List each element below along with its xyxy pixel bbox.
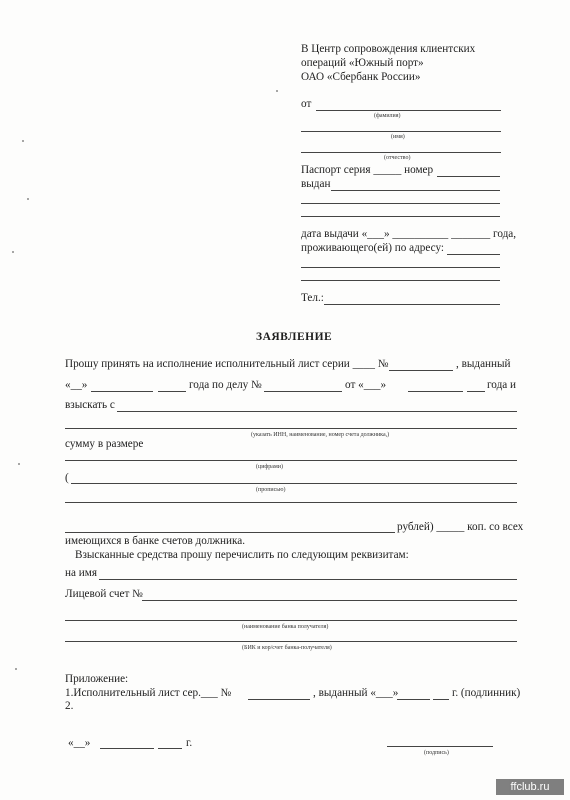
debtor-field[interactable] (117, 411, 517, 412)
address-field-2[interactable] (301, 267, 500, 268)
bik-hint: (БИК и кор/счет банка-получателя) (242, 645, 332, 651)
case-label: года по делу № (189, 379, 262, 391)
from-label: от (301, 98, 312, 110)
scan-speck (276, 90, 278, 92)
decision-date-field[interactable] (408, 391, 463, 392)
name-field[interactable] (301, 131, 501, 132)
document-title: ЗАЯВЛЕНИЕ (256, 331, 333, 343)
date-quote-1: «__» (65, 379, 88, 391)
footer-date-quote: «__» (68, 737, 91, 749)
issued-by-field-2[interactable] (301, 203, 500, 204)
phone-field[interactable] (324, 304, 500, 305)
request-line-1: Прошу принять на исполнение исполнительный лист серии ____ № (65, 358, 389, 370)
words-hint: (прописью) (256, 487, 286, 493)
issued-suffix: , выданный (456, 358, 511, 370)
debtor-field-2[interactable] (65, 428, 517, 429)
rubles-label: рублей) _____ коп. со всех (397, 521, 524, 533)
date-quote-2: от «___» (345, 379, 387, 391)
debtor-hint: (указать ИНН, наименование, номер счета должника,) (251, 432, 390, 438)
scan-speck (15, 668, 17, 670)
account-label: Лицевой счет № (65, 588, 143, 600)
attachment-label: Приложение: (65, 673, 129, 685)
amount-words-field-3[interactable] (65, 532, 395, 533)
debtor-accounts-label: имеющихся в банке счетов должника. (65, 535, 246, 547)
writ-year-field[interactable] (158, 391, 186, 392)
amount-words-field-2[interactable] (65, 502, 517, 503)
original-label: г. (подлинник) (452, 687, 521, 699)
bik-field[interactable] (65, 641, 517, 642)
amount-label: сумму в размере (65, 438, 144, 450)
passport-label: Паспорт серия _____ номер (301, 164, 434, 176)
open-paren: ( (65, 472, 69, 484)
digits-hint: (цифрами) (256, 464, 283, 470)
patronymic-hint: (отчество) (384, 155, 411, 161)
recipient-name-field[interactable] (99, 579, 517, 580)
addressee-line-3: ОАО «Сбербанк России» (301, 71, 421, 83)
transfer-label: Взысканные средства прошу перечислить по следующим реквизитам: (75, 549, 409, 561)
footer-year-field[interactable] (158, 748, 182, 749)
writ-date-field[interactable] (91, 391, 153, 392)
in-name-label: на имя (65, 567, 97, 579)
bank-name-hint: (наименование банка получателя) (242, 624, 329, 630)
scan-speck (22, 140, 24, 142)
name-hint: (имя) (391, 134, 405, 140)
scan-speck (18, 463, 20, 465)
issued-by-field-3[interactable] (301, 216, 500, 217)
footer-month-field[interactable] (100, 748, 154, 749)
attachment-item-2: 2. (65, 700, 74, 712)
attachment-writ-number-field[interactable] (248, 699, 310, 700)
attachment-month-field[interactable] (397, 699, 430, 700)
signature-hint: (подпись) (424, 750, 449, 756)
scan-speck (12, 251, 14, 253)
amount-words-field[interactable] (71, 483, 517, 484)
case-number-field[interactable] (264, 391, 342, 392)
address-field[interactable] (447, 254, 500, 255)
footer-year-suffix: г. (186, 737, 193, 749)
phone-label: Тел.: (301, 292, 324, 304)
year-and-label: года и (487, 379, 517, 391)
attachment-item-1: 1.Исполнительный лист сер.___ № (65, 687, 232, 699)
writ-number-field[interactable] (389, 370, 453, 371)
residing-label: проживающего(ей) по адресу: (301, 242, 445, 254)
account-number-field[interactable] (142, 600, 517, 601)
attachment-year-field[interactable] (433, 699, 449, 700)
patronymic-field[interactable] (301, 152, 501, 153)
addressee-line-2: операций «Южный порт» (301, 57, 424, 69)
bank-name-field[interactable] (65, 620, 517, 621)
issued-by-field[interactable] (331, 190, 500, 191)
issue-date-label: дата выдачи «___» __________ _______ года, (301, 228, 517, 240)
surname-hint: (фамилия) (374, 113, 401, 119)
signature-field[interactable] (387, 746, 493, 747)
addressee-line-1: В Центр сопровождения клиентских (301, 43, 476, 55)
passport-number-field[interactable] (437, 176, 500, 177)
issued-label: выдан (301, 178, 331, 190)
site-watermark: ffclub.ru (496, 779, 564, 795)
address-field-3[interactable] (301, 280, 500, 281)
recover-from-label: взыскать с (65, 399, 115, 411)
attachment-issued-label: , выданный «___» (313, 687, 399, 699)
scan-speck (27, 198, 29, 200)
decision-year-field[interactable] (467, 391, 485, 392)
amount-digits-field[interactable] (65, 460, 517, 461)
surname-field[interactable] (316, 110, 501, 111)
